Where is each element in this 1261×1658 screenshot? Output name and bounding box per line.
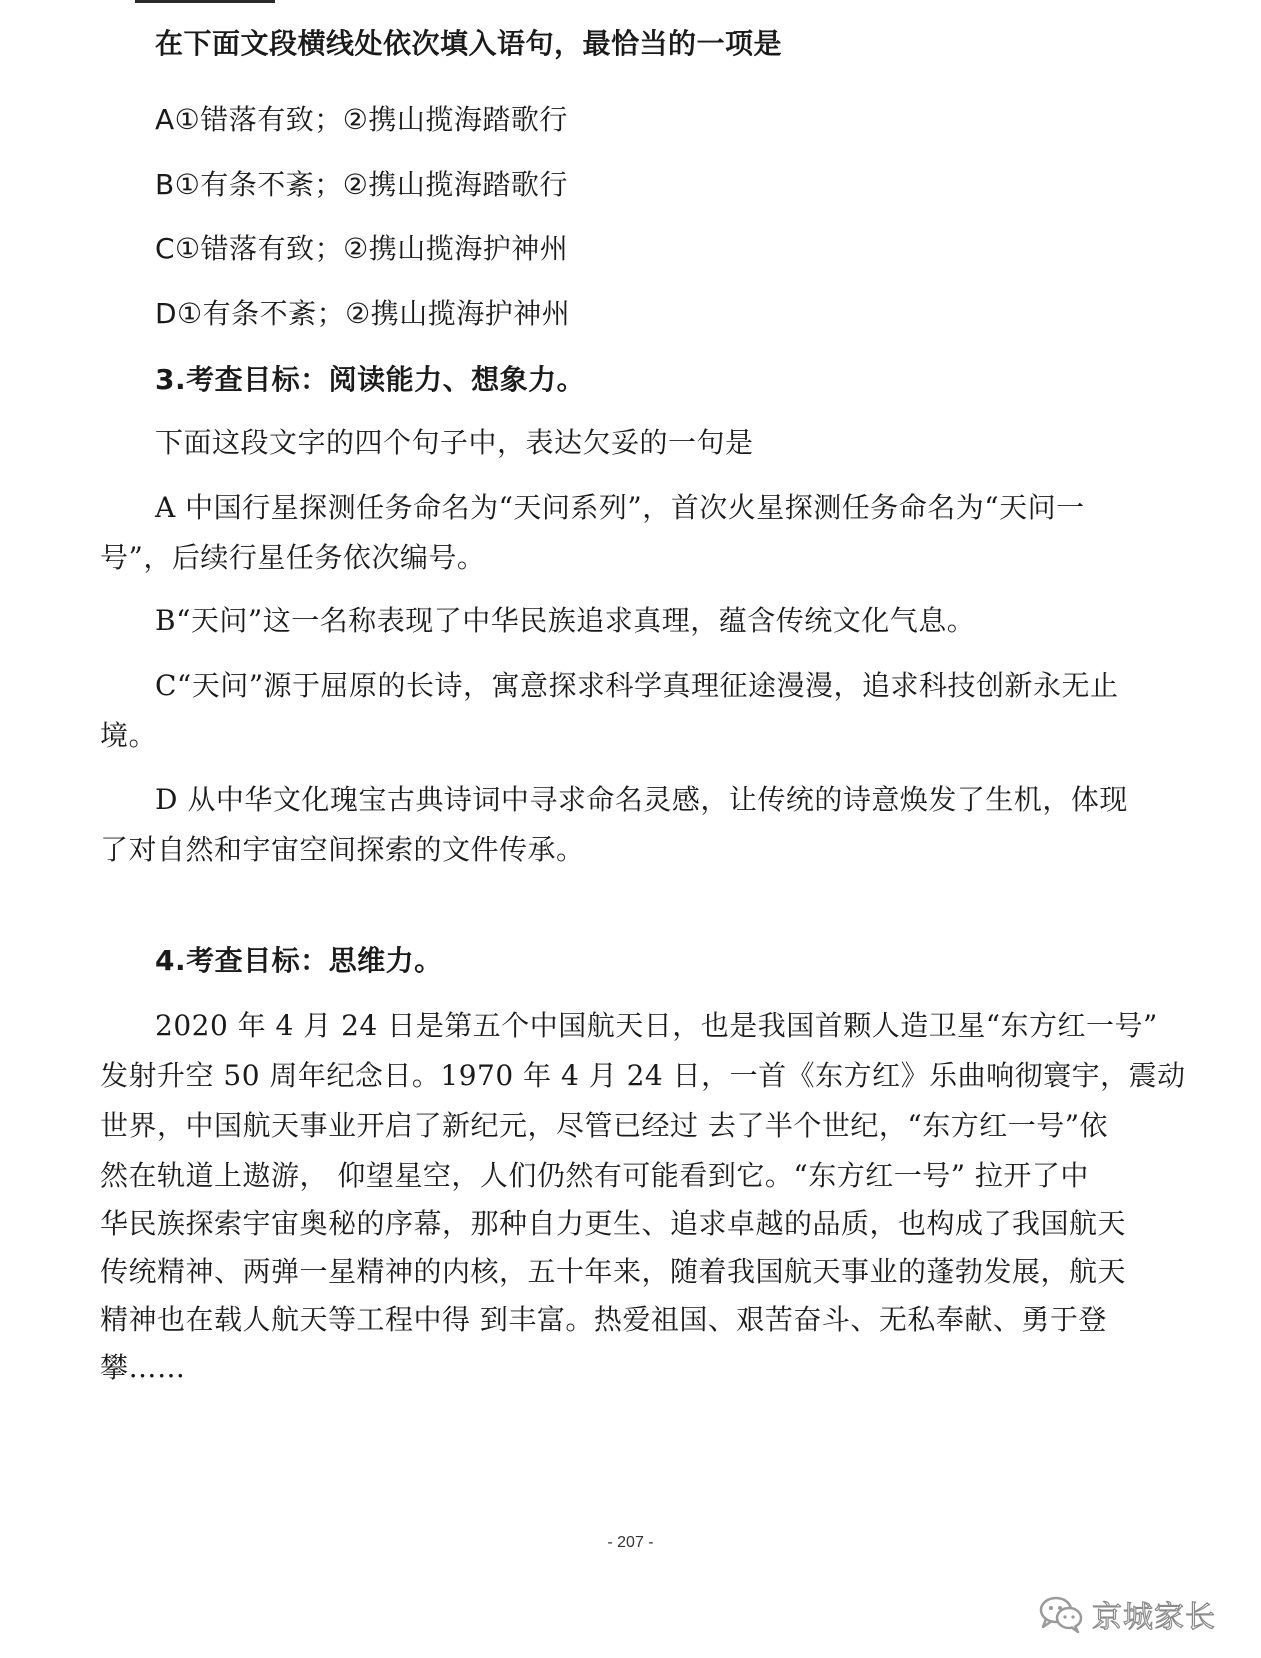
q2-option-d: D①有条不紊；②携山揽海护神州 (155, 297, 571, 330)
q2-option-a: A①错落有致；②携山揽海踏歌行 (155, 103, 568, 136)
section3-prompt: 下面这段文字的四个句子中，表达欠妥的一句是 (155, 426, 754, 459)
watermark (1038, 1592, 1216, 1636)
section3-heading: 3.考查目标：阅读能力、想象力。 (155, 363, 586, 396)
section3-option-a-line2: 号”，后续行星任务依次编号。 (100, 541, 486, 574)
section4-passage-line5: 华民族探索宇宙奥秘的序幕，那种自力更生、追求卓越的品质，也构成了我国航天 (100, 1207, 1127, 1240)
page-number: - 207 - (607, 1534, 654, 1551)
section3-option-c-line1: C“天问”源于屈原的长诗，寓意探求科学真理征途漫漫，追求科技创新永无止 (155, 669, 1119, 702)
section4-passage-line8: 攀…… (100, 1351, 186, 1384)
q2-option-c: C①错落有致；②携山揽海护神州 (155, 232, 569, 265)
section4-passage-line1: 2020 年 4 月 24 日是第五个中国航天日，也是我国首颗人造卫星“东方红一号” (155, 1009, 1158, 1042)
section3-option-c-line2: 境。 (100, 719, 158, 752)
section3-option-d-line1: D 从中华文化瑰宝古典诗词中寻求命名灵感，让传统的诗意焕发了生机，体现 (155, 783, 1128, 816)
q2-option-b: B①有条不紊；②携山揽海踏歌行 (155, 168, 568, 201)
top-cropped-fragment (135, 0, 275, 9)
section4-passage-line3: 世界，中国航天事业开启了新纪元，尽管已经过 去了半个世纪，“东方红一号”依 (100, 1109, 1109, 1142)
section3-option-d-line2: 了对自然和宇宙空间探索的文件传承。 (100, 833, 585, 866)
section4-passage-line7: 精神也在载人航天等工程中得 到丰富。热爱祖国、艰苦奋斗、无私奉献、勇于登 (100, 1303, 1107, 1336)
section3-option-b: B“天问”这一名称表现了中华民族追求真理，蕴含传统文化气息。 (155, 604, 976, 637)
section4-heading: 4.考查目标：思维力。 (155, 944, 443, 977)
section4-passage-line6: 传统精神、两弹一星精神的内核，五十年来，随着我国航天事业的蓬勃发展，航天 (100, 1255, 1127, 1288)
question-intro: 在下面文段横线处依次填入语句，最恰当的一项是 (155, 27, 783, 60)
section3-option-a-line1: A 中国行星探测任务命名为“天问系列”，首次火星探测任务命名为“天问一 (155, 491, 1085, 524)
chat-bubbles-icon (1038, 1594, 1084, 1634)
section4-passage-line2: 发射升空 50 周年纪念日。1970 年 4 月 24 日，一首《东方红》乐曲响彻寰宇，震动 (100, 1059, 1186, 1092)
section4-passage-line4: 然在轨道上遨游， 仰望星空，人们仍然有可能看到它。“东方红一号” 拉开了中 (100, 1159, 1089, 1192)
watermark-text: 京城家长 (1092, 1600, 1216, 1635)
